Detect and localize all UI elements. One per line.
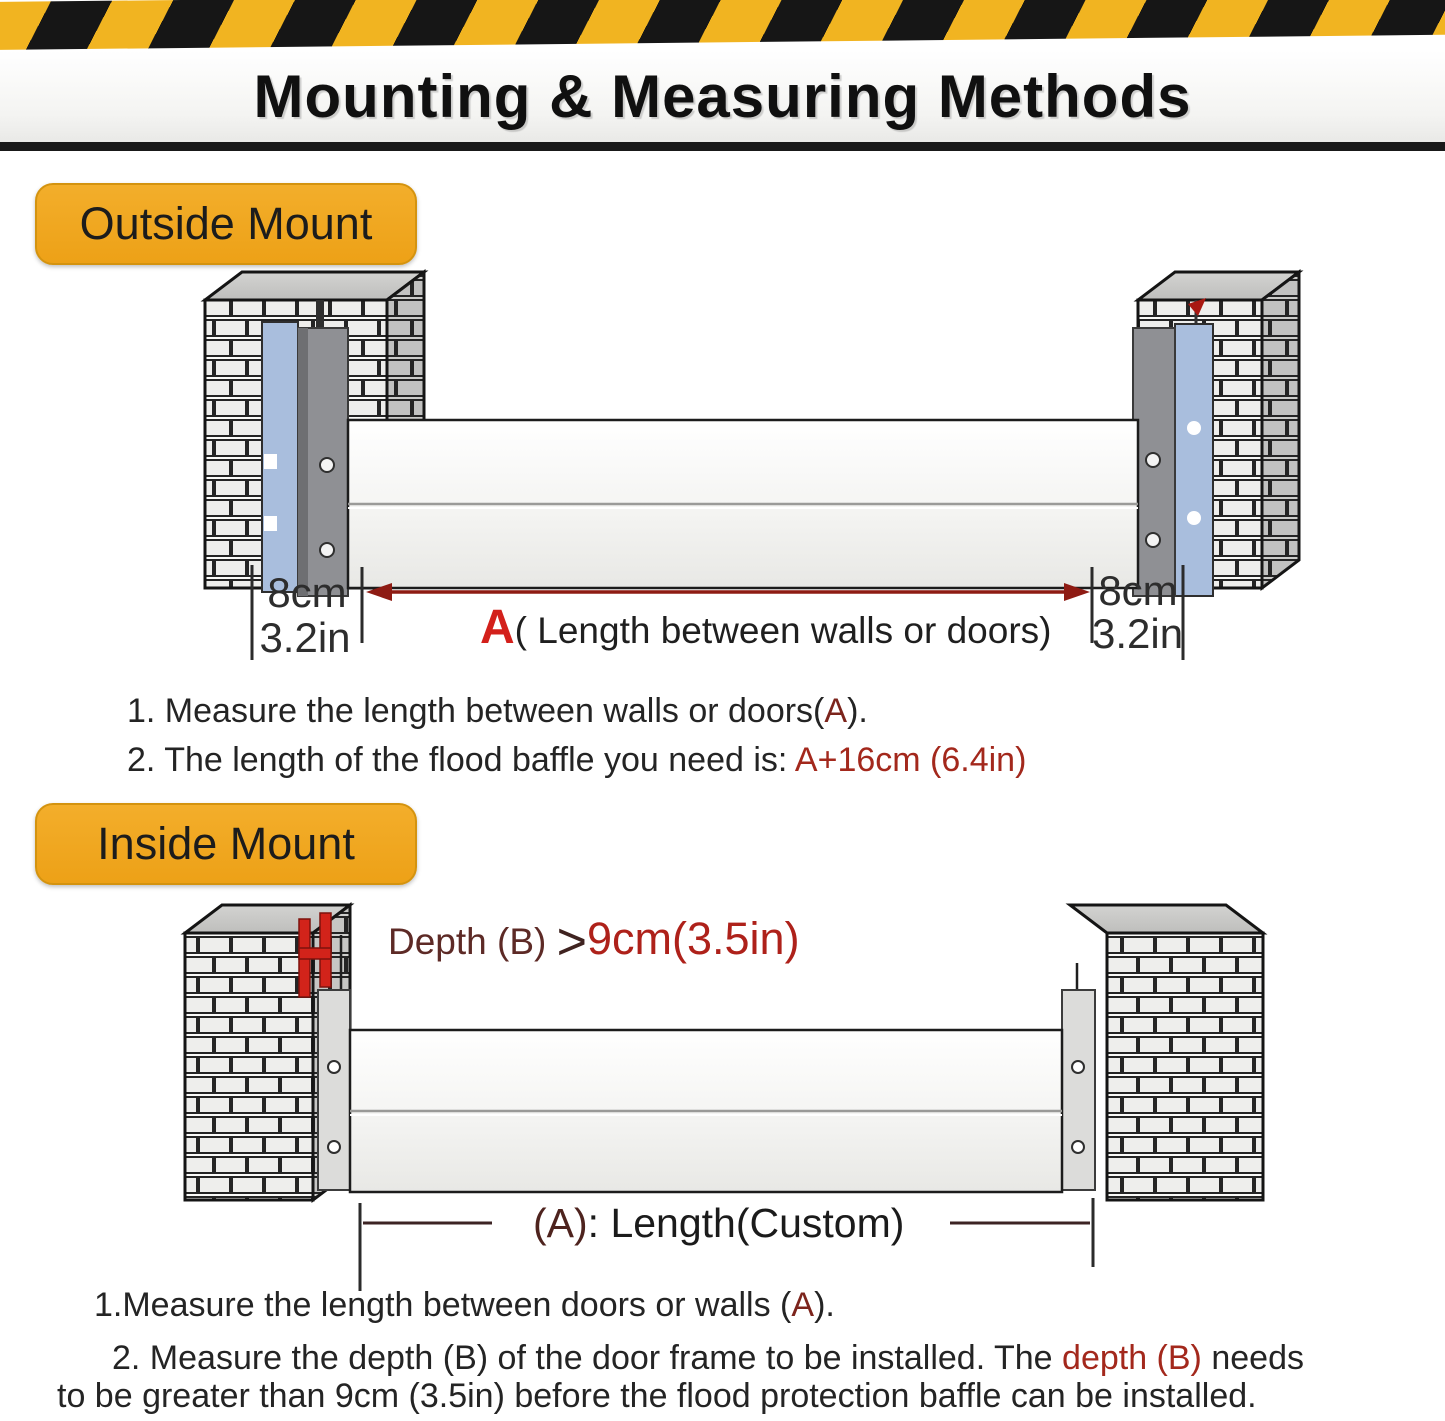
outside-mount-badge-label: Outside Mount (79, 198, 373, 249)
seal-strip-right (1175, 324, 1213, 596)
screw-hole (320, 543, 334, 557)
outside-step-1: 1. Measure the length between walls or doors(A). (127, 692, 868, 730)
brick-pillar-right (1062, 905, 1263, 1200)
length-annotation: (A): Length(Custom) (533, 1200, 905, 1246)
left-gap-cm-label: 8cm (267, 569, 347, 616)
screw-hole (328, 1141, 340, 1153)
mount-bracket-left (318, 990, 350, 1190)
brick-pillar-right (1133, 272, 1299, 596)
inside-mount-badge (35, 803, 417, 885)
left-gap-in-label: 3.2in (259, 614, 351, 661)
right-gap-in-label: 3.2in (1092, 610, 1184, 657)
page-title: Mounting & Measuring Methods (253, 62, 1192, 130)
outside-step-2: 2. The length of the flood baffle you need is: A+16cm (6.4in) (127, 741, 1027, 779)
inside-step-2-line-2: to be greater than 9cm (3.5in) before the flood protection baffle can be installed. (57, 1377, 1257, 1415)
outside-mount-badge (35, 183, 417, 265)
flood-barrier-panels (350, 1030, 1062, 1192)
mount-bracket-right (1062, 990, 1095, 1190)
length-between-walls-label: A( Length between walls or doors) (480, 601, 1052, 654)
screw-hole (1072, 1061, 1084, 1073)
flood-barrier-panels (348, 420, 1138, 588)
inside-step-1: 1.Measure the length between doors or walls (A). (94, 1286, 835, 1324)
screw-hole (1146, 533, 1160, 547)
pillar-front-face (185, 933, 313, 1200)
screw-hole (328, 1061, 340, 1073)
hazard-stripe-band (0, 0, 1445, 50)
right-gap-cm-label: 8cm (1098, 567, 1178, 614)
screw-hole (1072, 1141, 1084, 1153)
inside-mount-badge-label: Inside Mount (97, 818, 355, 869)
inside-step-2-line-1: 2. Measure the depth (B) of the door frame to be installed. The depth (B) needs (112, 1339, 1304, 1377)
depth-annotation: Depth (B) >9cm(3.5in) (388, 913, 800, 971)
banner-divider (0, 142, 1445, 151)
pillar-top-face (1070, 905, 1263, 933)
screw-hole (320, 458, 334, 472)
dimension-a-letter: A (480, 601, 515, 654)
brick-pillar-left (185, 905, 350, 1200)
screw-hole (1146, 453, 1160, 467)
header-banner (0, 50, 1445, 142)
pillar-front-face (1107, 933, 1263, 1200)
